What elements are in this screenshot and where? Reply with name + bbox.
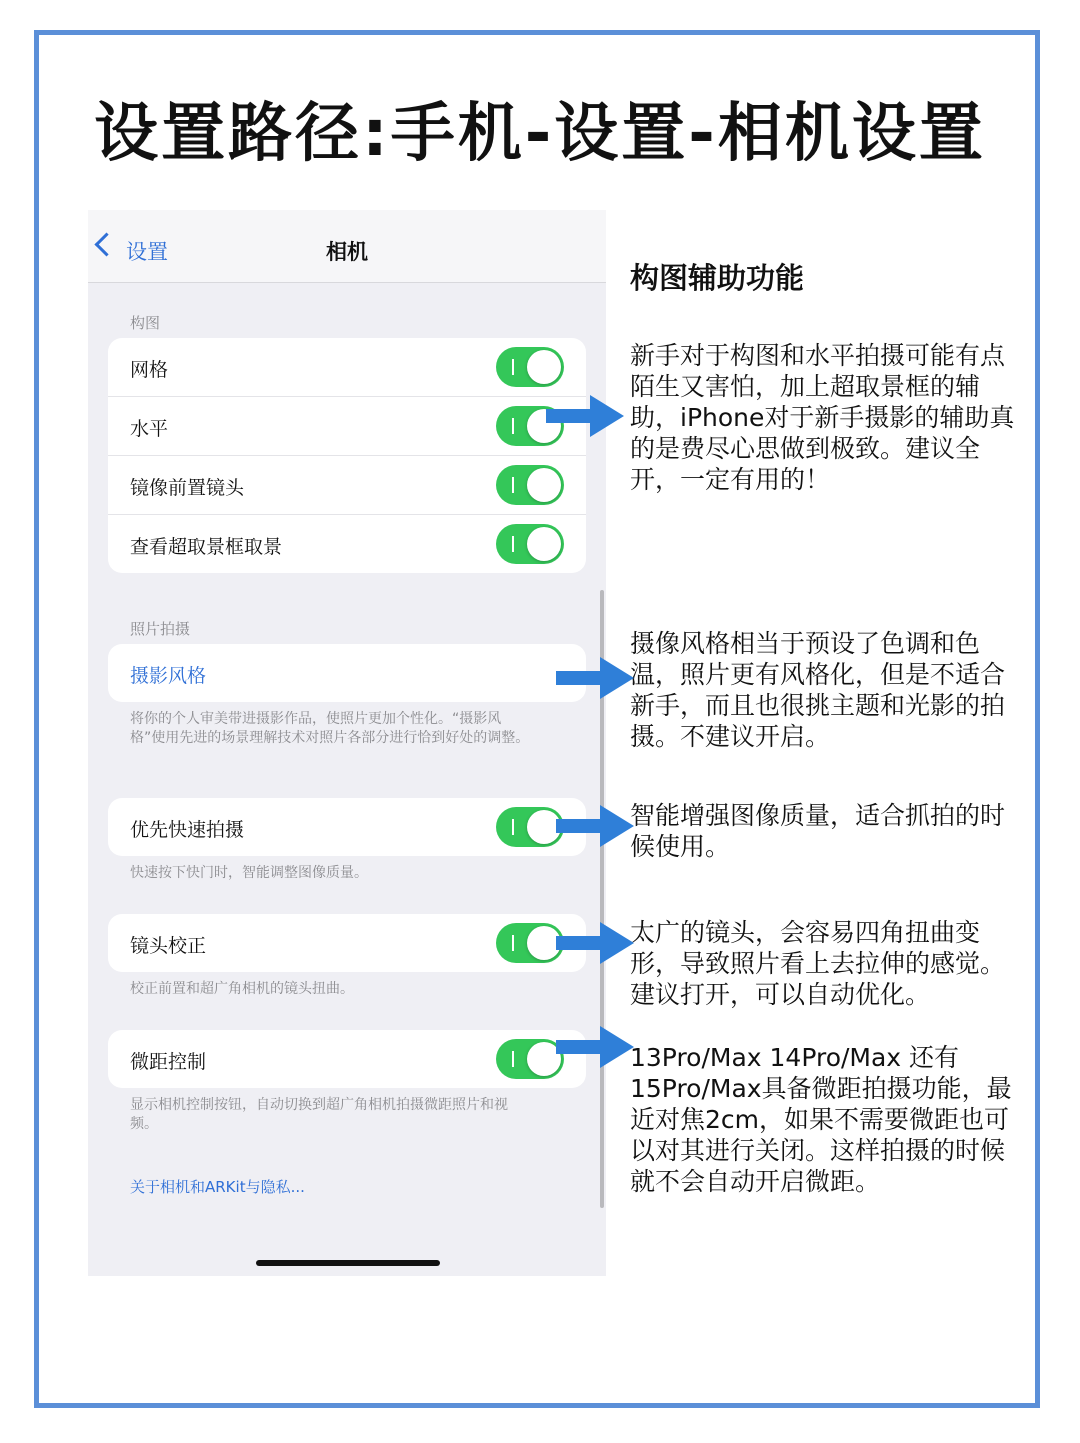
- macro-control-note: 显示相机控制按钮，自动切换到超广角相机拍摄微距照片和视频。: [130, 1097, 508, 1132]
- macro-control-group: [108, 1030, 586, 1088]
- view-outside-frame-label: 查看超取景框取景: [130, 536, 283, 558]
- arrow-right-icon: [556, 920, 636, 966]
- photographic-styles-row[interactable]: [108, 644, 586, 702]
- toggle-on-mark: [512, 536, 514, 552]
- arrow-right-icon: [556, 1024, 636, 1070]
- lens-correction-label: 镜头校正: [130, 935, 207, 957]
- annotation-composition: 新手对于构图和水平拍摄可能有点陌生又害怕，加上超取景框的辅助，iPhone对于新手摄影的辅助真的是费尽心思做到极致。建议全开，一定有用的！: [630, 341, 1015, 494]
- prioritize-faster-shooting-row: [108, 798, 586, 856]
- toggle-knob: [527, 527, 561, 561]
- annotation-photographic-styles: 摄像风格相当于预设了色调和色温，照片更有风格化，但是不适合新手，而且也很挑主题和光影的拍摄。不建议开启。: [630, 629, 1006, 751]
- macro-control-label: 微距控制: [130, 1051, 207, 1073]
- view-outside-frame-toggle[interactable]: [496, 524, 564, 564]
- prioritize-faster-shooting-label: 优先快速拍摄: [130, 819, 245, 841]
- toggle-knob: [527, 350, 561, 384]
- home-indicator: [256, 1260, 440, 1266]
- annotation-title: 构图辅助功能: [630, 261, 805, 295]
- grid-row: [108, 338, 586, 397]
- macro-control-toggle[interactable]: [496, 1039, 564, 1079]
- camera-settings-screenshot: [88, 210, 606, 1276]
- toggle-knob: [527, 468, 561, 502]
- faster-shooting-note: 快速按下快门时，智能调整图像质量。: [130, 865, 368, 881]
- camera-arkit-privacy-link[interactable]: 关于相机和ARKit与隐私...: [130, 1178, 305, 1196]
- level-row: [108, 397, 586, 456]
- toggle-on-mark: [512, 477, 514, 493]
- mirror-front-camera-row: [108, 456, 586, 515]
- grid-label: 网格: [130, 359, 169, 381]
- level-label: 水平: [130, 418, 169, 440]
- nav-bar: [88, 210, 606, 283]
- toggle-on-mark: [512, 819, 514, 835]
- mirror-front-camera-label: 镜像前置镜头: [130, 477, 245, 499]
- page-title: 相机: [326, 240, 368, 264]
- lens-correction-note: 校正前置和超广角相机的镜头扭曲。: [130, 981, 354, 997]
- arrow-right-icon: [546, 393, 626, 439]
- grid-toggle[interactable]: [496, 347, 564, 387]
- toggle-on-mark: [512, 935, 514, 951]
- photographic-styles-note: 将你的个人审美带进摄影作品，使照片更加个性化。“摄影风格”使用先进的场景理解技术对照片各部分进行恰到好处的调整。: [130, 711, 530, 746]
- view-outside-frame-row: [108, 515, 586, 573]
- prioritize-faster-shooting-toggle[interactable]: [496, 807, 564, 847]
- lens-correction-row: [108, 914, 586, 972]
- toggle-on-mark: [512, 418, 514, 434]
- section-label-photo-capture: 照片拍摄: [130, 620, 191, 638]
- arrow-right-icon: [556, 655, 636, 701]
- macro-control-row: [108, 1030, 586, 1088]
- photographic-styles-label: 摄影风格: [130, 665, 207, 687]
- annotation-faster-shooting: 智能增强图像质量，适合抓拍的时候使用。: [630, 801, 1006, 861]
- arrow-right-icon: [556, 803, 636, 849]
- toggle-on-mark: [512, 1051, 514, 1067]
- page-headline: 设置路径:手机-设置-相机设置: [94, 97, 986, 171]
- lens-correction-toggle[interactable]: [496, 923, 564, 963]
- lens-correction-group: [108, 914, 586, 972]
- toggle-on-mark: [512, 359, 514, 375]
- composition-group: [108, 338, 586, 573]
- faster-shutter-group: [108, 798, 586, 856]
- back-label: 设置: [126, 240, 168, 264]
- mirror-front-camera-toggle[interactable]: [496, 465, 564, 505]
- annotation-macro-control: 13Pro/Max 14Pro/Max 还有15Pro/Max具备微距拍摄功能，最近对焦2cm，如果不需要微距也可以对其进行关闭。这样拍摄的时候就不会自动开启微距。: [630, 1043, 1012, 1196]
- photo-styles-group: [108, 644, 586, 702]
- annotation-lens-correction: 太广的镜头，会容易四角扭曲变形，导致照片看上去拉伸的感觉。建议打开，可以自动优化。: [630, 918, 1006, 1009]
- section-label-composition: 构图: [130, 314, 161, 332]
